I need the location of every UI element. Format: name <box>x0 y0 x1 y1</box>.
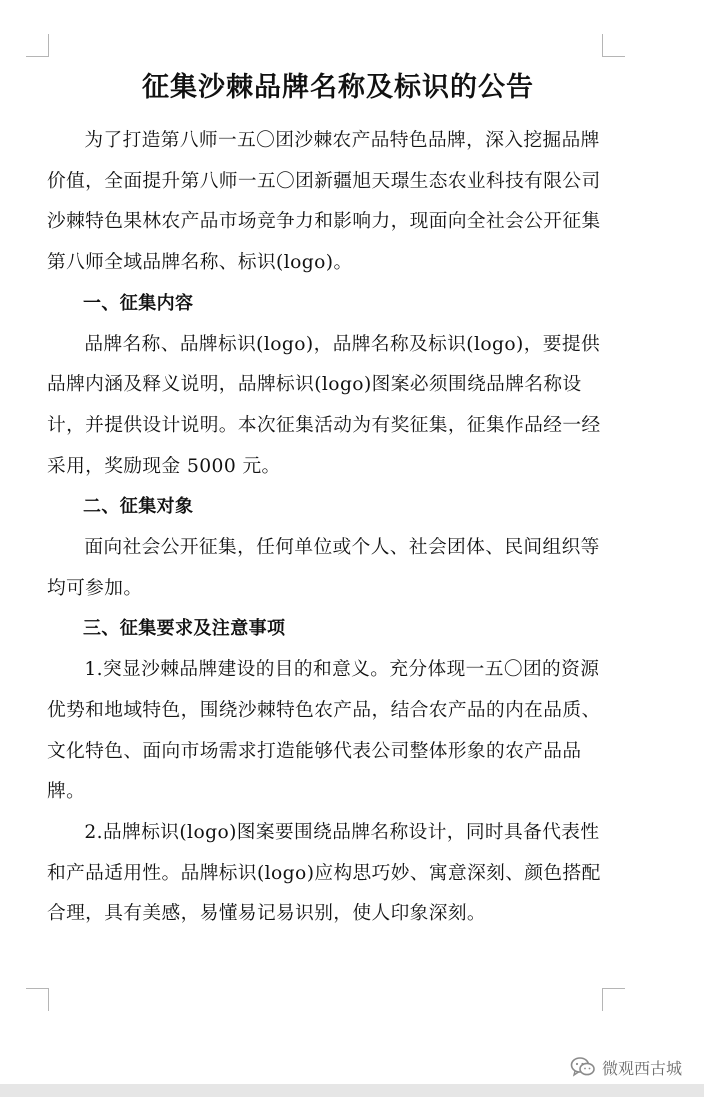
footer-bar <box>0 1084 704 1097</box>
watermark-text: 微观西古城 <box>601 1058 682 1078</box>
wechat-icon <box>570 1056 596 1078</box>
watermark <box>570 1054 682 1080</box>
margin-corner-top-left <box>26 34 49 57</box>
document-body <box>47 121 607 935</box>
margin-corner-bottom-right <box>602 988 625 1011</box>
target-paragraph: 面向社会公开征集，任何单位或个人、社会团体、民间组织等均可参加。 <box>47 537 600 599</box>
document-title: 征集沙棘品牌名称及标识的公告 <box>142 72 534 103</box>
margin-corner-bottom-left <box>26 988 49 1011</box>
content-paragraph: 品牌名称、品牌标识(logo)，品牌名称及标识(logo)，要提供品牌内涵及释义说明，品牌标识(logo)图案必须围绕品牌名称设计，并提供设计说明。本次征集活动为有奖征集，征集作品经一经采用，奖励现金 5000 元。 <box>47 333 601 477</box>
section-heading-target: 二、征集对象 <box>83 496 194 518</box>
margin-corner-top-right <box>602 34 625 57</box>
intro-paragraph: 为了打造第八师一五〇团沙棘农产品特色品牌，深入挖掘品牌价值，全面提升第八师一五〇团新疆旭天璟生态农业科技有限公司沙棘特色果林农产品市场竞争力和影响力，现面向全社会公开征集第八师全域品牌名称、标识(logo)。 <box>47 130 601 274</box>
section-heading-content: 一、征集内容 <box>83 292 194 314</box>
requirement-item-2: 2.品牌标识(logo)图案要围绕品牌名称设计，同时具备代表性和产品适用性。品牌标识(logo)应构思巧妙、寓意深刻、颜色搭配合理，具有美感，易懂易记易识别，使人印象深刻。 <box>47 821 601 925</box>
requirement-item-1: 1.突显沙棘品牌建设的目的和意义。充分体现一五〇团的资源优势和地域特色，围绕沙棘特色农产品，结合农产品的内在品质、文化特色、面向市场需求打造能够代表公司整体形象的农产品品牌。 <box>47 659 601 803</box>
section-heading-requirements: 三、征集要求及注意事项 <box>83 618 286 640</box>
